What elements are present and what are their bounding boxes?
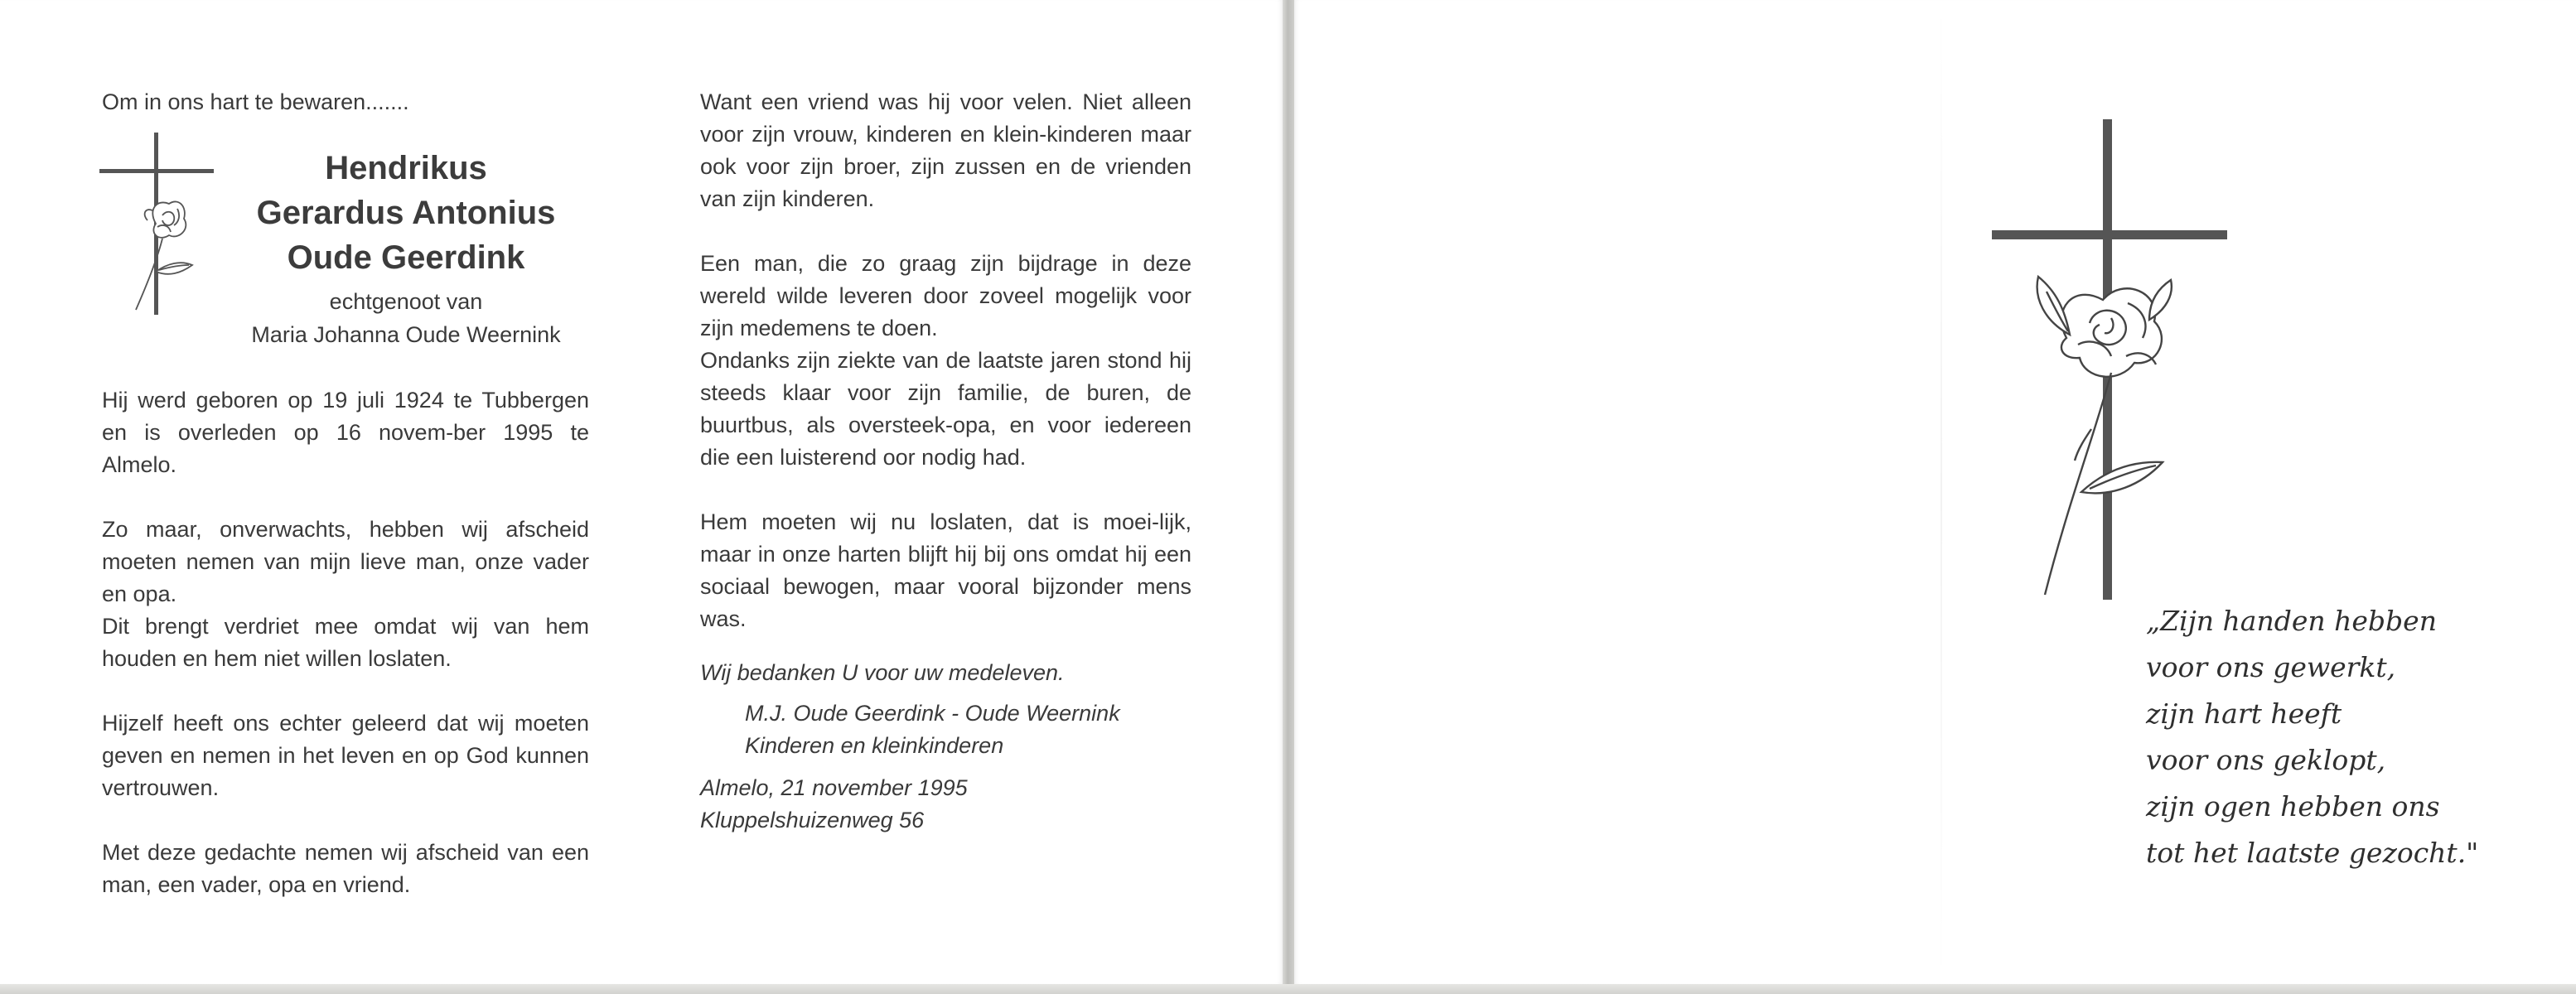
signature-line: Kinderen en kleinkinderen [745,733,1004,758]
card-fold [1283,0,1294,994]
inner-page [0,0,1283,984]
paragraph: Ondanks zijn ziekte van de laatste jaren stond hij steeds klaar voor zijn familie, de buren, de buurtbus, als oversteek-opa, en voor iedereen die een luisterend oor nodig had. [700,348,1191,470]
intro-text: Om in ons hart te bewaren....... [102,89,409,114]
cover-crease [1940,0,1942,984]
paragraph: Een man, die zo graag zijn bijdrage in deze wereld wilde leveren door zoveel mogelijk voor zijn medemens te doen. [700,251,1191,340]
quote-line: „Zijn handen hebben [2146,605,2437,637]
place-date: Almelo, 21 november 1995 [700,775,968,800]
name-line: Oude Geerdink [287,239,525,276]
left-column-body [102,384,589,901]
memorial-quote [2146,598,2502,876]
paragraph: Want een vriend was hij voor velen. Niet alleen voor zijn vrouw, kinderen en klein-kinderen maar ook voor zijn broer, zijn zussen en de vrienden van zijn kinderen. [700,89,1191,211]
quote-line: voor ons geklopt, [2146,744,2386,776]
quote-line: voor ons gewerkt, [2146,651,2396,683]
signature-line: M.J. Oude Geerdink - Oude Weernink [745,701,1120,726]
paragraph: Hem moeten wij nu loslaten, dat is moei-lijk, maar in onze harten blijft hij bij ons omdat hij een sociaal bewogen, maar vooral bijzonder mens was. [700,509,1191,631]
card-bottom-edge [0,984,2576,994]
left-column [102,86,589,118]
paragraph: Dit brengt verdriet mee omdat wij van hem houden en hem niet willen loslaten. [102,614,589,671]
cross-rose-icon [1987,114,2252,611]
paragraph: Hijzelf heeft ons echter geleerd dat wij moeten geven en nemen in het leven en op God kunnen vertrouwen. [102,711,589,800]
paragraph: Hij werd geboren op 19 juli 1924 te Tubbergen en is overleden op 16 novem-ber 1995 te Almelo. [102,388,589,477]
right-column [700,86,1191,837]
spouse-label: echtgenoot van [329,289,483,314]
thanks-text: Wij bedanken U voor uw medeleven. [700,660,1065,685]
spouse-name: Maria Johanna Oude Weernink [251,322,561,347]
name-line: Hendrikus [325,150,487,186]
deceased-name-block [186,146,626,351]
address: Kluppelshuizenweg 56 [700,808,925,832]
quote-line: zijn hart heeft [2146,697,2342,730]
quote-line: tot het laatste gezocht." [2146,837,2479,869]
name-line: Gerardus Antonius [256,195,556,231]
paragraph: Met deze gedachte nemen wij afscheid van een man, een vader, opa en vriend. [102,840,589,897]
paragraph: Zo maar, onverwachts, hebben wij afscheid moeten nemen van mijn lieve man, onze vader en opa. [102,517,589,606]
quote-line: zijn ogen hebben ons [2146,790,2440,823]
